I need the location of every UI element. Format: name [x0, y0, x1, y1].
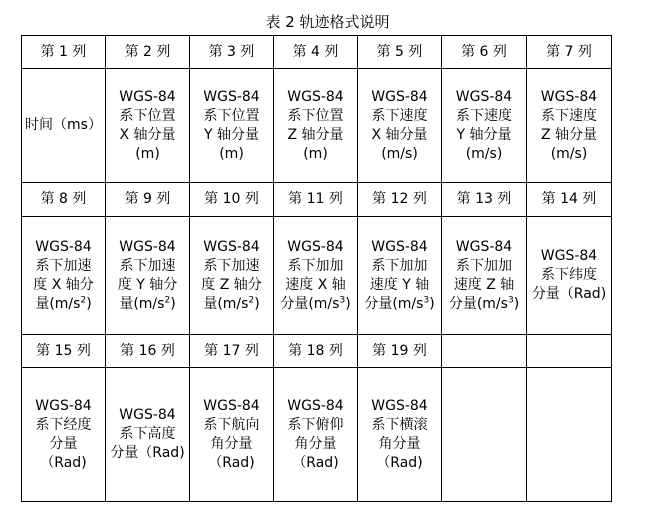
cell-text-line: （Rad) [40, 454, 87, 471]
cell-text-line: 系下加速 [203, 257, 260, 274]
column-number-cell [106, 183, 190, 217]
cell-text-line: 第 6 列 [461, 43, 507, 60]
cell-text-line: 系下加速 [35, 257, 92, 274]
column-header-row [22, 335, 612, 368]
column-number-cell [527, 36, 612, 69]
column-description-cell [358, 217, 442, 335]
cell-text-line: （Rad) [292, 454, 339, 471]
cell-text-line: 第 17 列 [204, 342, 259, 359]
unit-exponent: 2 [164, 294, 171, 305]
column-description-cell [527, 368, 612, 502]
column-number-cell [358, 183, 442, 217]
cell-text-line: 角分量 [378, 435, 421, 452]
unit-base: 分量(m/s [448, 295, 508, 312]
column-number-cell [190, 183, 274, 217]
cell-text-line: 第 12 列 [372, 191, 427, 207]
unit-exponent: 3 [507, 294, 514, 305]
cell-text-line: 第 10 列 [204, 191, 259, 207]
cell-text-line: WGS-84 [371, 238, 428, 255]
column-description-cell [442, 368, 527, 502]
unit-exponent: 3 [339, 294, 346, 305]
cell-text-line: 第 3 列 [208, 43, 255, 60]
cell-text-line: 系下经度 [35, 416, 92, 433]
cell-text-line: WGS-84 [287, 397, 344, 414]
cell-text-line: X 轴分量 [119, 126, 176, 143]
cell-text-line: X 轴分量 [371, 126, 428, 143]
cell-unit-line [444, 295, 524, 314]
track-format-table [21, 35, 612, 502]
cell-text-line: WGS-84 [371, 397, 428, 414]
cell-text-line: 系下纬度 [541, 267, 597, 283]
column-number-cell [527, 183, 612, 217]
column-description-cell [106, 368, 190, 502]
cell-text-line: 时间（ms） [25, 117, 102, 133]
table-body [22, 36, 612, 502]
column-number-cell [22, 36, 106, 69]
column-description-cell [22, 217, 106, 335]
column-number-cell [22, 335, 106, 368]
column-number-cell [358, 36, 442, 69]
column-number-cell [190, 36, 274, 69]
column-description-cell [442, 69, 527, 183]
cell-text-line: 系下横滚 [371, 416, 428, 433]
column-description-cell [527, 217, 612, 335]
cell-text-line: 速度 Z 轴 [453, 276, 515, 293]
cell-text-line: 度 X 轴分 [33, 276, 94, 293]
column-description-cell [190, 368, 274, 502]
cell-text-line: WGS-84 [119, 238, 176, 255]
column-number-cell [527, 335, 612, 368]
unit-base: 量(m/s [203, 295, 249, 312]
cell-text-line: (m/s) [465, 145, 503, 162]
cell-text-line: 系下俯仰 [287, 416, 344, 433]
cell-text-line: Y 轴分量 [456, 126, 512, 143]
cell-text-line: 第 15 列 [36, 342, 91, 359]
unit-exponent: 2 [248, 294, 255, 305]
column-number-cell [106, 36, 190, 69]
cell-text-line: WGS-84 [540, 248, 598, 264]
cell-text-line: 第 7 列 [546, 43, 592, 60]
column-description-cell [527, 69, 612, 183]
unit-exponent: 2 [80, 294, 87, 305]
column-header-row [22, 183, 612, 217]
cell-text-line: 第 11 列 [288, 191, 343, 207]
column-number-cell [22, 183, 106, 217]
cell-text-line: WGS-84 [455, 88, 513, 105]
column-description-row [22, 69, 612, 183]
column-description-cell [22, 368, 106, 502]
cell-text-line: （Rad) [376, 454, 423, 471]
cell-text-line: 角分量 [294, 435, 337, 452]
cell-text-line: WGS-84 [203, 88, 260, 105]
unit-close: ) [345, 295, 351, 312]
cell-unit-line [360, 295, 439, 314]
column-number-cell [106, 335, 190, 368]
cell-text-line: WGS-84 [119, 88, 176, 105]
unit-base: 分量(m/s [364, 295, 424, 312]
cell-text-line: 系下位置 [203, 107, 260, 124]
cell-text-line: 系下速度 [541, 107, 597, 124]
column-description-cell [274, 217, 358, 335]
cell-text-line: WGS-84 [455, 238, 513, 255]
cell-text-line: 系下航向 [203, 416, 260, 433]
cell-unit-line [108, 295, 187, 314]
column-number-cell [274, 335, 358, 368]
cell-text-line: (m) [135, 145, 160, 162]
cell-text-line: WGS-84 [540, 88, 598, 105]
column-number-cell [442, 36, 527, 69]
cell-unit-line [276, 295, 355, 314]
cell-unit-line [192, 295, 271, 314]
column-description-cell [442, 217, 527, 335]
cell-text-line: (m) [219, 145, 244, 162]
column-number-cell [358, 335, 442, 368]
column-description-cell [274, 69, 358, 183]
cell-text-line: 第 4 列 [292, 43, 339, 60]
cell-text-line: 速度 Y 轴 [369, 276, 430, 293]
cell-text-line: 第 14 列 [541, 191, 597, 207]
cell-text-line: WGS-84 [287, 238, 344, 255]
unit-close: ) [170, 295, 176, 312]
column-description-cell [190, 69, 274, 183]
cell-text-line: 第 2 列 [124, 43, 171, 60]
unit-exponent: 3 [423, 294, 430, 305]
cell-text-line: Y 轴分量 [203, 126, 259, 143]
column-number-cell [190, 335, 274, 368]
cell-text-line: Z 轴分量 [287, 126, 344, 143]
cell-text-line: WGS-84 [35, 397, 92, 414]
cell-text-line: 系下加速 [119, 257, 176, 274]
cell-text-line: 度 Y 轴分 [117, 276, 178, 293]
column-description-cell [22, 69, 106, 183]
column-number-cell [442, 335, 527, 368]
column-description-row [22, 368, 612, 502]
column-description-cell [358, 69, 442, 183]
cell-text-line: WGS-84 [371, 88, 428, 105]
column-number-cell [274, 36, 358, 69]
unit-close: ) [513, 295, 520, 312]
cell-unit-line [24, 295, 103, 314]
column-number-cell [442, 183, 527, 217]
cell-text-line: 第 16 列 [120, 342, 175, 359]
cell-text-line: 分量（Rad) [531, 286, 607, 302]
cell-text-line: (m/s) [550, 145, 588, 162]
column-description-cell [274, 368, 358, 502]
cell-text-line: 系下高度 [119, 426, 176, 442]
cell-text-line: WGS-84 [35, 238, 92, 255]
unit-base: 量(m/s [119, 295, 165, 312]
cell-text-line: 度 Z 轴分 [201, 276, 262, 293]
column-number-cell [274, 183, 358, 217]
cell-text-line: 第 18 列 [288, 342, 343, 359]
cell-text-line: Z 轴分量 [540, 126, 598, 143]
unit-base: 量(m/s [35, 295, 81, 312]
cell-text-line: 第 9 列 [124, 191, 171, 207]
cell-text-line: WGS-84 [203, 397, 260, 414]
column-description-cell [106, 217, 190, 335]
cell-text-line: 系下加加 [371, 257, 428, 274]
table-caption: 表 2 轨迹格式说明 [265, 13, 390, 31]
cell-text-line: 第 1 列 [40, 43, 87, 60]
unit-close: ) [429, 295, 435, 312]
column-description-cell [358, 368, 442, 502]
unit-close: ) [86, 295, 92, 312]
cell-text-line: 系下加加 [287, 257, 344, 274]
cell-text-line: 速度 X 轴 [285, 276, 346, 293]
cell-text-line: 第 5 列 [376, 43, 423, 60]
cell-text-line: 系下位置 [287, 107, 344, 124]
cell-text-line: WGS-84 [119, 407, 176, 423]
unit-close: ) [254, 295, 260, 312]
cell-text-line: (m) [303, 145, 328, 162]
cell-text-line: 系下加加 [456, 257, 512, 274]
cell-text-line: WGS-84 [287, 88, 344, 105]
cell-text-line: 角分量 [210, 435, 253, 452]
cell-text-line: 分量 [49, 435, 78, 452]
cell-text-line: 第 19 列 [372, 342, 427, 359]
column-description-cell [106, 69, 190, 183]
cell-text-line: (m/s) [381, 145, 418, 162]
cell-text-line: （Rad) [208, 454, 255, 471]
unit-base: 分量(m/s [280, 295, 340, 312]
cell-text-line: 系下位置 [119, 107, 176, 124]
column-description-row [22, 217, 612, 335]
cell-text-line: 系下速度 [456, 107, 512, 124]
cell-text-line: 第 13 列 [456, 191, 512, 207]
column-description-cell [190, 217, 274, 335]
cell-text-line: 系下速度 [371, 107, 428, 124]
cell-text-line: 第 8 列 [40, 191, 87, 207]
cell-text-line: WGS-84 [203, 238, 260, 255]
column-header-row [22, 36, 612, 69]
cell-text-line: 分量（Rad) [110, 445, 185, 461]
